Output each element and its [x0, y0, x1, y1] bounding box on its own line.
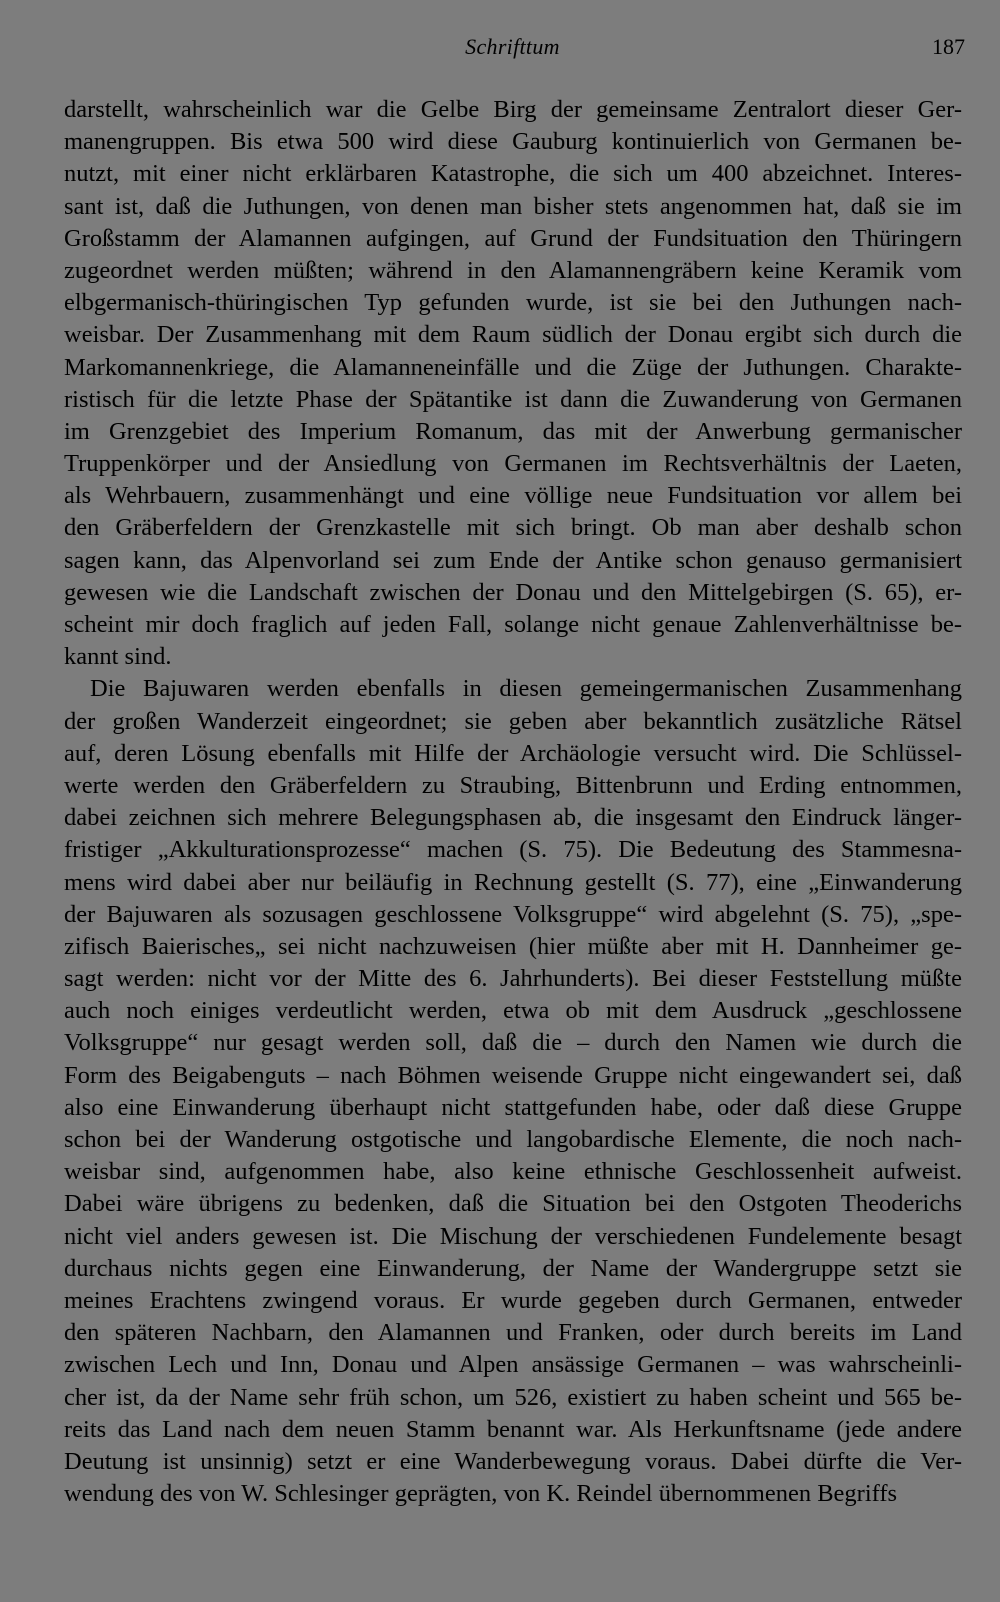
text-line: der Bajuwaren als sozusagen geschlossene Volksgruppe“ wird abgelehnt (S. 75), „spe- [64, 900, 962, 928]
text-line: reits das Land nach dem neuen Stamm benannt war. Als Herkunftsname (jede andere [64, 1415, 962, 1443]
text-line: Großstamm der Alamannen aufgingen, auf Grund der Fundsituation den Thüringern [64, 224, 962, 252]
text-line: also eine Einwanderung überhaupt nicht stattgefunden habe, oder daß diese Gruppe [64, 1093, 962, 1121]
text-line: Die Bajuwaren werden ebenfalls in diesen gemeingermanischen Zusammenhang [90, 675, 962, 703]
text-line: weisbar sind, aufgenommen habe, also keine ethnische Geschlossenheit aufweist. [64, 1158, 962, 1186]
text-line: Form des Beigabenguts – nach Böhmen weisende Gruppe nicht eingewandert sei, daß [64, 1061, 962, 1089]
running-head: Schrifttum [465, 34, 560, 59]
page-number: 187 [932, 34, 965, 59]
text-line: meines Erachtens zwingend voraus. Er wurde gegeben durch Germanen, entweder [64, 1286, 962, 1314]
text-line: sagen kann, das Alpenvorland sei zum Ende der Antike schon genauso germanisiert [64, 546, 962, 574]
text-line: nutzt, mit einer nicht erklärbaren Katastrophe, die sich um 400 abzeichnet. Interes- [64, 160, 962, 188]
paragraph [64, 94, 962, 673]
text-line: elbgermanisch-thüringischen Typ gefunden wurde, ist sie bei den Juthungen nach- [64, 289, 962, 317]
text-line: wendung des von W. Schlesinger geprägten, von K. Reindel übernommenen Begriffs [64, 1480, 898, 1508]
text-line: den Gräberfeldern der Grenzkastelle mit sich bringt. Ob man aber deshalb schon [64, 514, 962, 542]
text-line: zugeordnet werden müßten; während in den Alamannengräbern keine Keramik vom [64, 256, 962, 284]
text-line: sagt werden: nicht vor der Mitte des 6. Jahrhunderts). Bei dieser Feststellung müßte [64, 965, 962, 993]
text-line: Volksgruppe“ nur gesagt werden soll, daß die – durch den Namen wie durch die [64, 1029, 962, 1057]
text-line: den späteren Nachbarn, den Alamannen und Franken, oder durch bereits im Land [64, 1319, 962, 1347]
text-line: auch noch einiges verdeutlicht werden, etwa ob mit dem Ausdruck „geschlossene [64, 997, 962, 1025]
text-line: manengruppen. Bis etwa 500 wird diese Gauburg kontinuierlich von Germanen be- [64, 128, 962, 156]
text-line: nicht viel anders gewesen ist. Die Mischung der verschiedenen Fundelemente besagt [64, 1222, 962, 1250]
text-line: Markomannenkriege, die Alamanneneinfälle und die Züge der Juthungen. Charakte- [64, 353, 962, 381]
text-line: dabei zeichnen sich mehrere Belegungsphasen ab, die insgesamt den Eindruck länger- [64, 804, 962, 832]
text-line: der großen Wanderzeit eingeordnet; sie geben aber bekanntlich zusätzliche Rätsel [64, 707, 962, 735]
text-line: zwischen Lech und Inn, Donau und Alpen ansässige Germanen – was wahrscheinli- [64, 1351, 962, 1379]
text-line: darstellt, wahrscheinlich war die Gelbe Birg der gemeinsame Zentralort dieser Ger- [64, 96, 962, 123]
text-line: schon bei der Wanderung ostgotische und langobardische Elemente, die noch nach- [64, 1126, 962, 1153]
text-line: Dabei wäre übrigens zu bedenken, daß die Situation bei den Ostgoten Theoderichs [64, 1190, 962, 1218]
text-line: Truppenkörper und der Ansiedlung von Germanen im Rechtsverhältnis der Laeten, [64, 450, 962, 478]
text-line: cher ist, da der Name sehr früh schon, um 526, existiert zu haben scheint und 565 be- [64, 1383, 962, 1411]
text-line: werte werden den Gräberfeldern zu Straubing, Bittenbrunn und Erding entnommen, [64, 771, 962, 799]
text-line: zifisch Baierisches„ sei nicht nachzuweisen (hier müßte aber mit H. Dannheimer ge- [64, 932, 962, 960]
text-line: scheint mir doch fraglich auf jeden Fall, solange nicht genaue Zahlenverhältnisse be- [64, 611, 962, 638]
text-line: gewesen wie die Landschaft zwischen der Donau und den Mittelgebirgen (S. 65), er- [64, 578, 962, 606]
text-line: durchaus nichts gegen eine Einwanderung, der Name der Wandergruppe setzt sie [64, 1254, 962, 1282]
text-line: Deutung ist unsinnig) setzt er eine Wanderbewegung voraus. Dabei dürfte die Ver- [64, 1447, 962, 1475]
text-line: als Wehrbauern, zusammenhängt und eine völlige neue Fundsituation vor allem bei [64, 482, 962, 510]
text-line: mens wird dabei aber nur beiläufig in Rechnung gestellt (S. 77), eine „Einwanderung [64, 868, 962, 896]
text-line: sant ist, daß die Juthungen, von denen man bisher stets angenommen hat, daß sie im [64, 192, 962, 220]
text-line: kannt sind. [64, 643, 172, 671]
text-line: auf, deren Lösung ebenfalls mit Hilfe der Archäologie versucht wird. Die Schlüssel- [64, 739, 962, 767]
text-line: weisbar. Der Zusammenhang mit dem Raum südlich der Donau ergibt sich durch die [64, 321, 962, 349]
text-line: fristiger „Akkulturationsprozesse“ machen (S. 75). Die Bedeutung des Stammesna- [64, 836, 962, 864]
page-header [60, 34, 965, 66]
paragraph [64, 673, 962, 1510]
body-text [64, 94, 962, 1510]
text-line: im Grenzgebiet des Imperium Romanum, das mit der Anwerbung germanischer [64, 417, 962, 445]
text-line: ristisch für die letzte Phase der Spätantike ist dann die Zuwanderung von Germanen [64, 385, 962, 413]
